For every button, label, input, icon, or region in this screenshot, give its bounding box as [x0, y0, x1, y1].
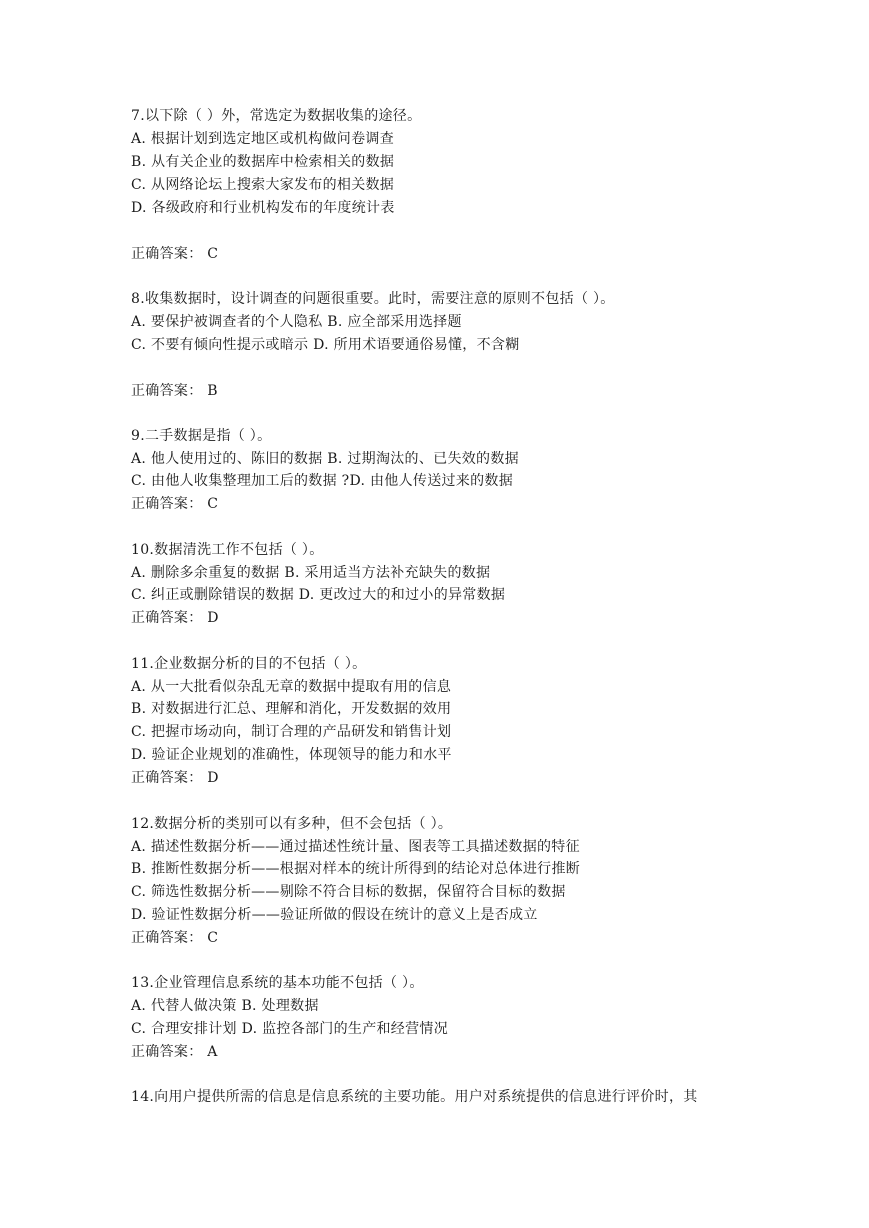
question-11-option-a: A. 从一大批看似杂乱无章的数据中提取有用的信息: [131, 679, 452, 695]
question-9-option-cd: C. 由他人收集整理加工后的数据 ?D. 由他人传送过来的数据: [131, 473, 513, 489]
question-8-stem: 8.收集数据时，设计调查的问题很重要。此时，需要注意的原则不包括（ ）。: [131, 291, 615, 307]
question-12-option-b: B. 推断性数据分析——根据对样本的统计所得到的结论对总体进行推断: [131, 861, 581, 877]
question-9-stem: 9.二手数据是指（ ）。: [131, 428, 272, 444]
question-11-option-b: B. 对数据进行汇总、理解和消化，开发数据的效用: [131, 701, 452, 717]
question-11-option-c: C. 把握市场动向，制订合理的产品研发和销售计划: [131, 724, 452, 740]
question-7-option-b: B. 从有关企业的数据库中检索相关的数据: [131, 154, 395, 170]
question-11-option-d: D. 验证企业规划的准确性，体现领导的能力和水平: [131, 747, 452, 763]
question-10-stem: 10.数据清洗工作不包括（ ）。: [131, 542, 324, 558]
question-12-option-c: C. 筛选性数据分析——剔除不符合目标的数据，保留符合目标的数据: [131, 884, 566, 900]
question-7-answer: 正确答案： C: [131, 246, 219, 262]
question-13-option-ab: A. 代替人做决策 B. 处理数据: [131, 998, 319, 1014]
question-7-stem: 7.以下除（ ）外，常选定为数据收集的途径。: [131, 108, 422, 124]
question-8-answer: 正确答案： B: [131, 383, 218, 399]
question-13-stem: 13.企业管理信息系统的基本功能不包括（ ）。: [131, 975, 424, 991]
question-8-option-cd: C. 不要有倾向性提示或暗示 D. 所用术语要通俗易懂，不含糊: [131, 337, 520, 353]
question-12-option-d: D. 验证性数据分析——验证所做的假设在统计的意义上是否成立: [131, 907, 538, 923]
question-13-answer: 正确答案： A: [131, 1044, 218, 1060]
question-12-stem: 12.数据分析的类别可以有多种，但不会包括（ ）。: [131, 816, 453, 832]
question-7-option-d: D. 各级政府和行业机构发布的年度统计表: [131, 200, 395, 216]
question-11-answer: 正确答案： D: [131, 770, 219, 786]
question-14-stem: 14.向用户提供所需的信息是信息系统的主要功能。用户对系统提供的信息进行评价时，其: [131, 1089, 698, 1105]
question-12-option-a: A. 描述性数据分析——通过描述性统计量、图表等工具描述数据的特征: [131, 839, 580, 855]
question-13-option-cd: C. 合理安排计划 D. 监控各部门的生产和经营情况: [131, 1021, 448, 1037]
question-10-option-ab: A. 删除多余重复的数据 B. 采用适当方法补充缺失的数据: [131, 565, 491, 581]
question-9-answer: 正确答案： C: [131, 496, 219, 512]
question-10-answer: 正确答案： D: [131, 610, 219, 626]
question-7-option-a: A. 根据计划到选定地区或机构做问卷调查: [131, 131, 395, 147]
question-12-answer: 正确答案： C: [131, 930, 219, 946]
question-10-option-cd: C. 纠正或删除错误的数据 D. 更改过大的和过小的异常数据: [131, 587, 506, 603]
question-11-stem: 11.企业数据分析的目的不包括（ ）。: [131, 656, 367, 672]
question-7-option-c: C. 从网络论坛上搜索大家发布的相关数据: [131, 177, 395, 193]
question-9-option-ab: A. 他人使用过的、陈旧的数据 B. 过期淘汰的、已失效的数据: [131, 451, 519, 467]
question-8-option-ab: A. 要保护被调查者的个人隐私 B. 应全部采用选择题: [131, 314, 462, 330]
